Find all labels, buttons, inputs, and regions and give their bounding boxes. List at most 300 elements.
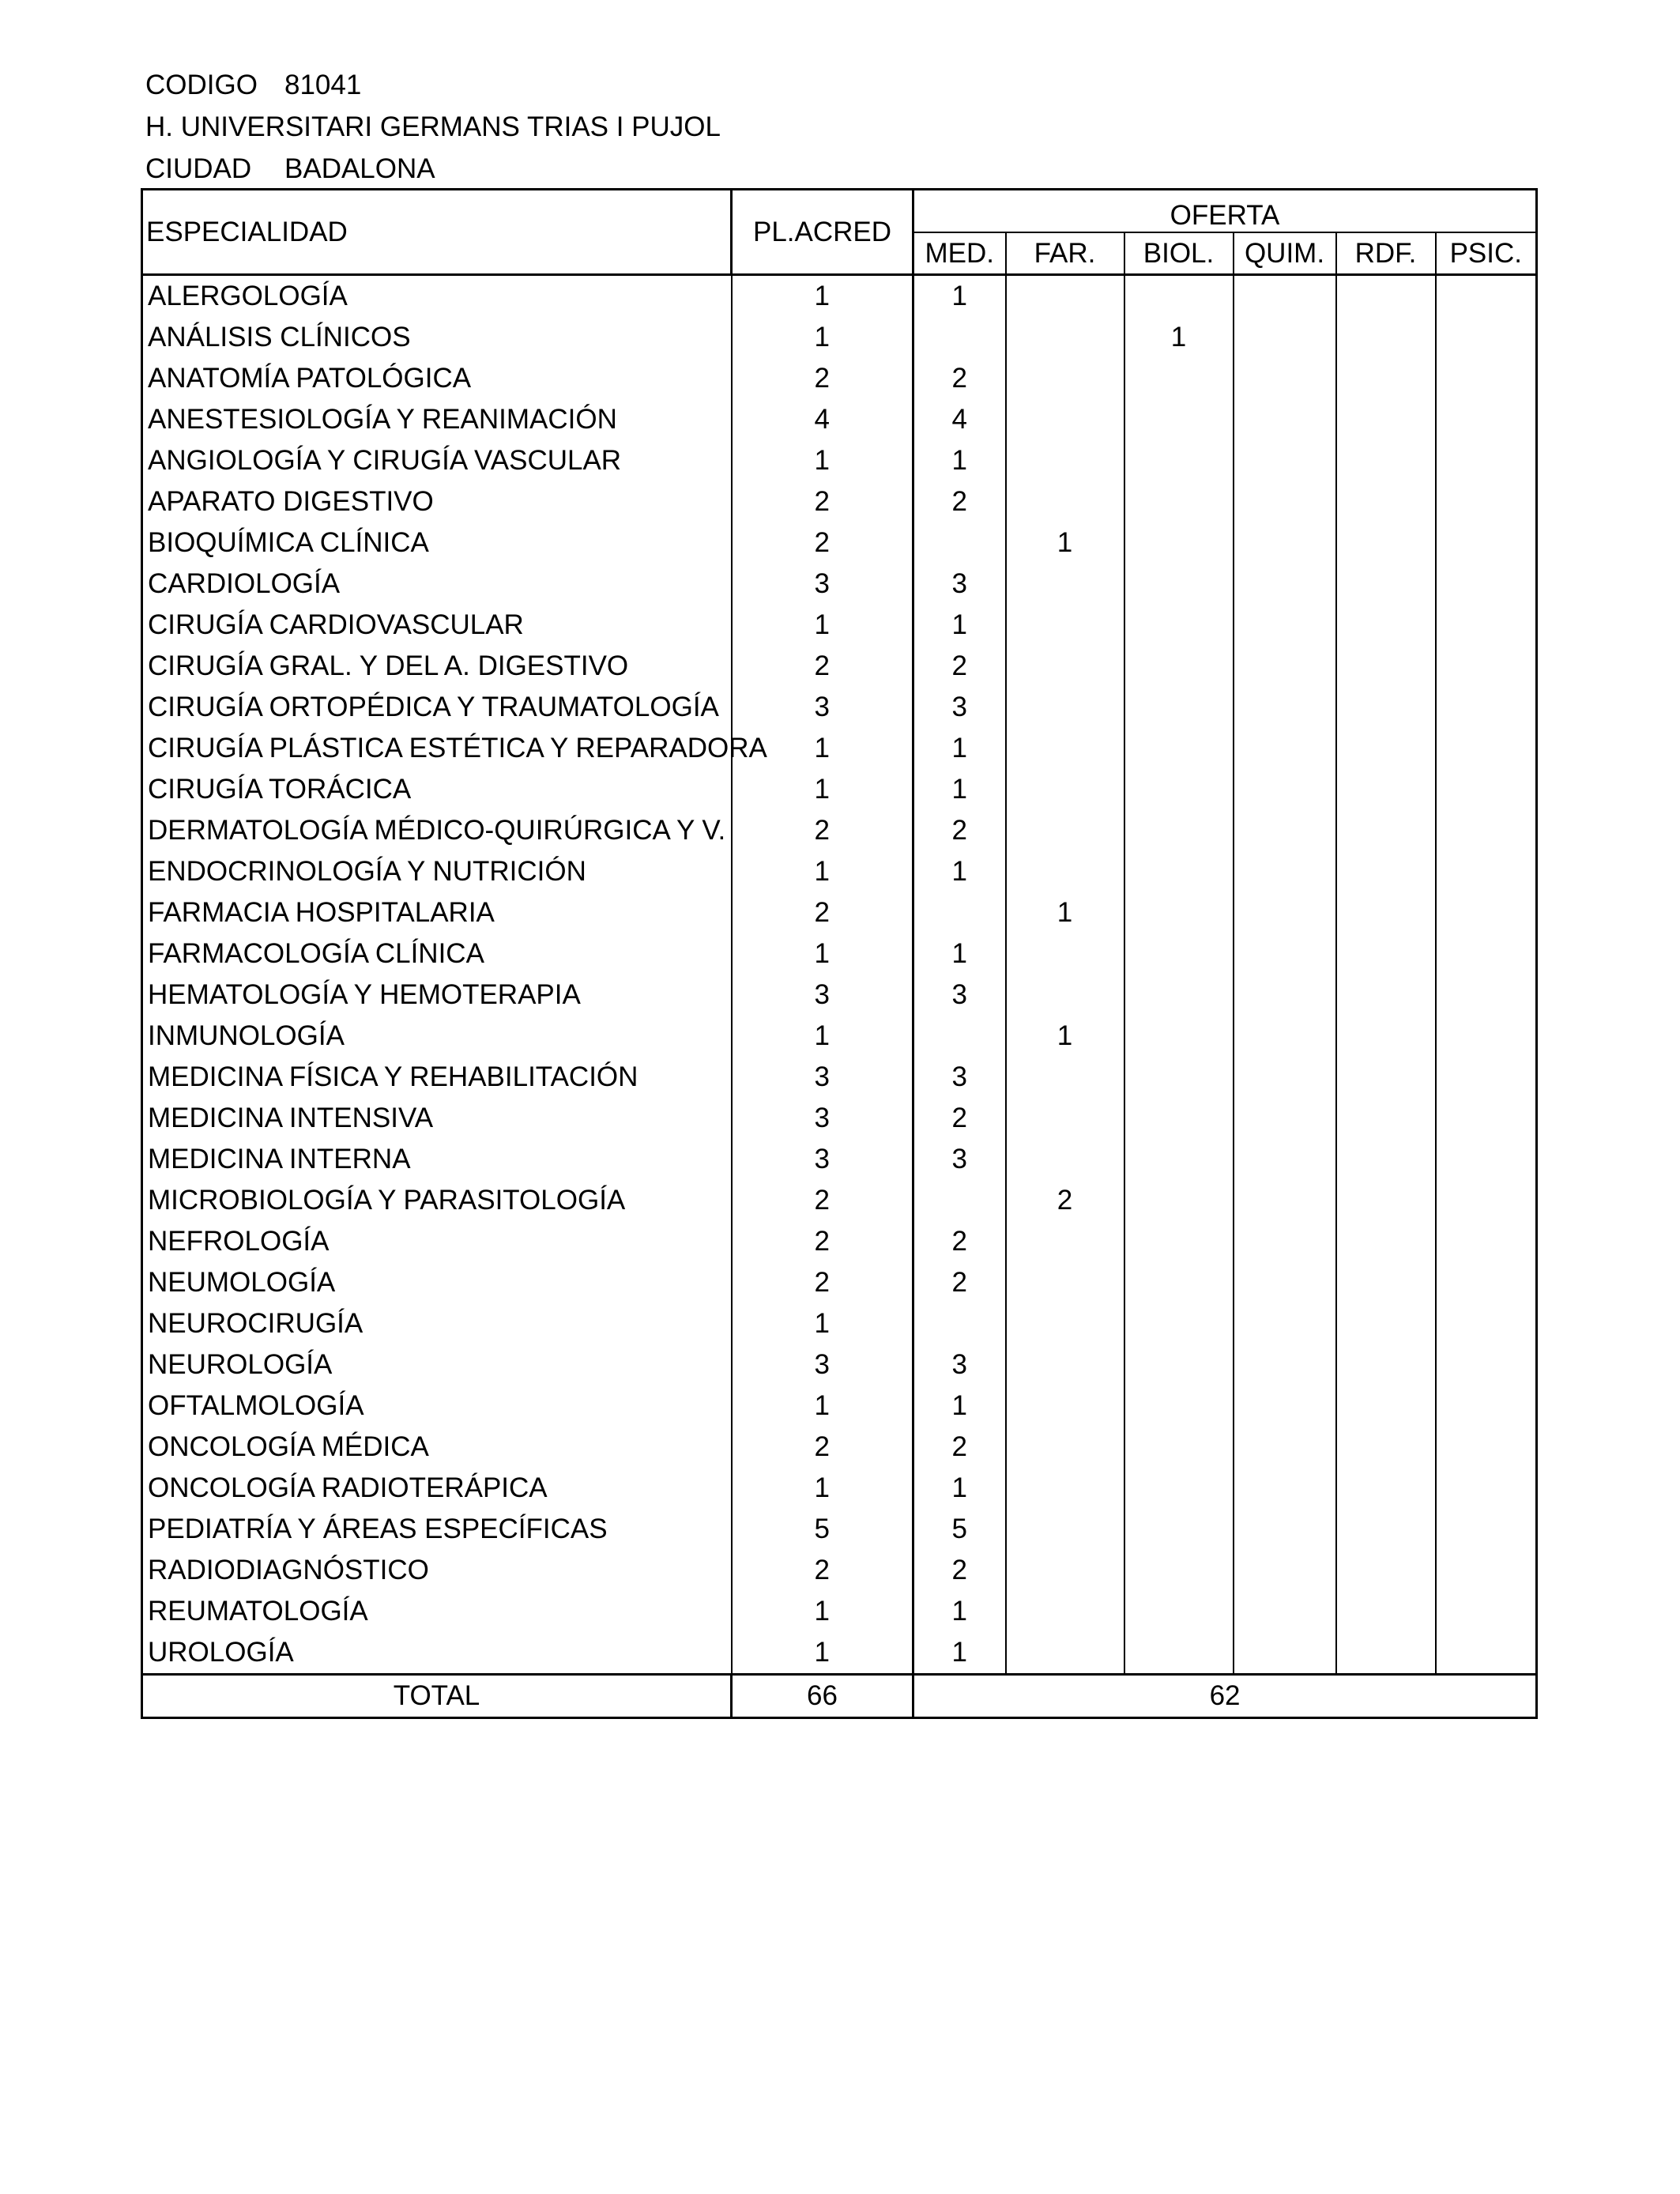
table-row — [142, 1221, 1537, 1262]
especialidad-cell: PEDIATRÍA Y ÁREAS ESPECÍFICAS — [142, 1509, 732, 1550]
placred-cell: 5 — [732, 1509, 913, 1550]
rdf-cell — [1336, 892, 1436, 933]
table-row — [142, 769, 1537, 810]
table-row — [142, 933, 1537, 974]
biol-cell — [1124, 851, 1234, 892]
rdf-cell — [1336, 1550, 1436, 1591]
placred-cell: 2 — [732, 1427, 913, 1468]
especialidad-cell: APARATO DIGESTIVO — [142, 481, 732, 522]
far-cell — [1006, 1057, 1124, 1098]
psic-cell — [1436, 974, 1537, 1016]
med-cell: 2 — [913, 1262, 1006, 1303]
biol-cell — [1124, 1632, 1234, 1675]
med-cell: 2 — [913, 1550, 1006, 1591]
quim-cell — [1234, 1550, 1336, 1591]
table-row — [142, 605, 1537, 646]
placred-cell: 3 — [732, 1344, 913, 1385]
med-cell: 1 — [913, 1468, 1006, 1509]
placred-cell: 2 — [732, 1180, 913, 1221]
quim-cell — [1234, 1098, 1336, 1139]
biol-cell — [1124, 440, 1234, 481]
table-body — [142, 190, 1537, 1718]
far-cell — [1006, 275, 1124, 318]
placred-cell: 3 — [732, 1139, 913, 1180]
biol-cell — [1124, 1098, 1234, 1139]
biol-cell — [1124, 399, 1234, 440]
quim-cell — [1234, 1303, 1336, 1344]
med-cell — [913, 317, 1006, 358]
hospital-name: H. UNIVERSITARI GERMANS TRIAS I PUJOL — [145, 111, 721, 142]
biol-cell — [1124, 728, 1234, 769]
far-cell — [1006, 1591, 1124, 1632]
table-row — [142, 1098, 1537, 1139]
med-cell: 3 — [913, 1344, 1006, 1385]
psic-cell — [1436, 728, 1537, 769]
especialidad-cell: MEDICINA INTERNA — [142, 1139, 732, 1180]
table-row — [142, 974, 1537, 1016]
ciudad-label: CIUDAD — [145, 153, 252, 184]
quim-cell — [1234, 1016, 1336, 1057]
placred-cell: 2 — [732, 892, 913, 933]
table-row — [142, 851, 1537, 892]
placred-cell: 1 — [732, 317, 913, 358]
quim-cell — [1234, 1139, 1336, 1180]
quim-cell — [1234, 358, 1336, 399]
quim-cell — [1234, 851, 1336, 892]
especialidad-cell: ANATOMÍA PATOLÓGICA — [142, 358, 732, 399]
psic-cell — [1436, 564, 1537, 605]
med-cell: 2 — [913, 1221, 1006, 1262]
rdf-cell — [1336, 399, 1436, 440]
biol-cell — [1124, 1509, 1234, 1550]
rdf-cell — [1336, 1016, 1436, 1057]
med-cell — [913, 522, 1006, 564]
far-cell — [1006, 1139, 1124, 1180]
far-cell: 1 — [1006, 522, 1124, 564]
especialidad-cell: RADIODIAGNÓSTICO — [142, 1550, 732, 1591]
biol-cell — [1124, 933, 1234, 974]
placred-cell: 1 — [732, 1385, 913, 1427]
biol-cell — [1124, 1262, 1234, 1303]
quim-cell — [1234, 522, 1336, 564]
psic-cell — [1436, 481, 1537, 522]
biol-cell — [1124, 810, 1234, 851]
rdf-cell — [1336, 522, 1436, 564]
quim-cell — [1234, 1591, 1336, 1632]
especialidad-cell: REUMATOLOGÍA — [142, 1591, 732, 1632]
biol-cell — [1124, 1221, 1234, 1262]
placred-cell: 2 — [732, 810, 913, 851]
rdf-cell — [1336, 564, 1436, 605]
far-cell — [1006, 1221, 1124, 1262]
rdf-cell — [1336, 851, 1436, 892]
codigo-value: 81041 — [284, 70, 362, 100]
table-row — [142, 1262, 1537, 1303]
table-row — [142, 1632, 1537, 1675]
psic-cell — [1436, 851, 1537, 892]
rdf-cell — [1336, 769, 1436, 810]
table-row — [142, 1180, 1537, 1221]
far-cell — [1006, 933, 1124, 974]
rdf-cell — [1336, 275, 1436, 318]
table-row — [142, 358, 1537, 399]
especialidad-cell: CIRUGÍA PLÁSTICA ESTÉTICA Y REPARADORA — [142, 728, 732, 769]
placred-cell: 3 — [732, 1057, 913, 1098]
especialidad-cell: MICROBIOLOGÍA Y PARASITOLOGÍA — [142, 1180, 732, 1221]
med-cell: 1 — [913, 275, 1006, 318]
quim-cell — [1234, 1262, 1336, 1303]
table-row — [142, 687, 1537, 728]
placred-cell: 3 — [732, 687, 913, 728]
quim-cell — [1234, 564, 1336, 605]
rdf-cell — [1336, 1509, 1436, 1550]
biol-cell — [1124, 1468, 1234, 1509]
table-row — [142, 317, 1537, 358]
especialidad-cell: ONCOLOGÍA RADIOTERÁPICA — [142, 1468, 732, 1509]
especialidad-cell: ANESTESIOLOGÍA Y REANIMACIÓN — [142, 399, 732, 440]
psic-cell — [1436, 1632, 1537, 1675]
especialidad-cell: MEDICINA FÍSICA Y REHABILITACIÓN — [142, 1057, 732, 1098]
quim-cell — [1234, 1468, 1336, 1509]
biol-cell — [1124, 1385, 1234, 1427]
med-cell: 3 — [913, 974, 1006, 1016]
placred-cell: 1 — [732, 1303, 913, 1344]
biol-cell — [1124, 564, 1234, 605]
codigo-label: CODIGO — [145, 70, 258, 100]
table-row — [142, 1468, 1537, 1509]
total-row — [142, 1675, 1537, 1718]
biol-cell — [1124, 687, 1234, 728]
psic-cell — [1436, 522, 1537, 564]
rdf-cell — [1336, 1057, 1436, 1098]
psic-cell — [1436, 605, 1537, 646]
rdf-cell — [1336, 1344, 1436, 1385]
quim-cell — [1234, 1509, 1336, 1550]
rdf-cell — [1336, 1262, 1436, 1303]
quim-header: QUIM. — [1234, 232, 1336, 275]
rdf-cell — [1336, 1591, 1436, 1632]
med-cell: 3 — [913, 687, 1006, 728]
especialidad-cell: CIRUGÍA CARDIOVASCULAR — [142, 605, 732, 646]
rdf-cell — [1336, 1427, 1436, 1468]
psic-cell — [1436, 1385, 1537, 1427]
especialidad-header: ESPECIALIDAD — [142, 190, 732, 275]
quim-cell — [1234, 1344, 1336, 1385]
table-row — [142, 522, 1537, 564]
especialidad-cell: BIOQUÍMICA CLÍNICA — [142, 522, 732, 564]
especialidad-cell: ENDOCRINOLOGÍA Y NUTRICIÓN — [142, 851, 732, 892]
psic-cell — [1436, 440, 1537, 481]
placred-cell: 1 — [732, 1468, 913, 1509]
quim-cell — [1234, 1427, 1336, 1468]
far-cell — [1006, 1303, 1124, 1344]
psic-cell — [1436, 1221, 1537, 1262]
psic-cell — [1436, 1509, 1537, 1550]
quim-cell — [1234, 399, 1336, 440]
rdf-cell — [1336, 810, 1436, 851]
psic-cell — [1436, 1591, 1537, 1632]
placred-cell: 1 — [732, 769, 913, 810]
especialidad-cell: CIRUGÍA TORÁCICA — [142, 769, 732, 810]
table-row — [142, 892, 1537, 933]
table-row — [142, 728, 1537, 769]
med-cell: 3 — [913, 1139, 1006, 1180]
psic-cell — [1436, 317, 1537, 358]
med-cell: 2 — [913, 481, 1006, 522]
psic-cell — [1436, 1098, 1537, 1139]
table-row — [142, 564, 1537, 605]
psic-cell — [1436, 810, 1537, 851]
rdf-cell — [1336, 1221, 1436, 1262]
biol-cell — [1124, 1303, 1234, 1344]
far-cell — [1006, 1509, 1124, 1550]
biol-cell — [1124, 1139, 1234, 1180]
med-cell — [913, 892, 1006, 933]
especialidad-cell: DERMATOLOGÍA MÉDICO-QUIRÚRGICA Y V. — [142, 810, 732, 851]
table-row — [142, 1303, 1537, 1344]
placred-header: PL.ACRED — [732, 190, 913, 275]
med-cell: 5 — [913, 1509, 1006, 1550]
far-cell — [1006, 1385, 1124, 1427]
med-cell: 1 — [913, 440, 1006, 481]
far-cell — [1006, 1468, 1124, 1509]
quim-cell — [1234, 1385, 1336, 1427]
med-cell: 4 — [913, 399, 1006, 440]
especialidad-cell: HEMATOLOGÍA Y HEMOTERAPIA — [142, 974, 732, 1016]
far-cell — [1006, 1632, 1124, 1675]
table-row — [142, 481, 1537, 522]
psic-cell — [1436, 1262, 1537, 1303]
psic-cell — [1436, 358, 1537, 399]
quim-cell — [1234, 810, 1336, 851]
biol-cell — [1124, 1550, 1234, 1591]
ciudad-value: BADALONA — [284, 153, 435, 184]
especialidad-cell: FARMACIA HOSPITALARIA — [142, 892, 732, 933]
rdf-cell — [1336, 1303, 1436, 1344]
far-cell — [1006, 399, 1124, 440]
total-oferta: 62 — [913, 1675, 1537, 1718]
biol-header: BIOL. — [1124, 232, 1234, 275]
quim-cell — [1234, 933, 1336, 974]
rdf-cell — [1336, 687, 1436, 728]
quim-cell — [1234, 481, 1336, 522]
med-cell: 2 — [913, 1098, 1006, 1139]
placred-cell: 3 — [732, 1098, 913, 1139]
rdf-cell — [1336, 1180, 1436, 1221]
psic-cell — [1436, 769, 1537, 810]
placred-cell: 1 — [732, 728, 913, 769]
rdf-cell — [1336, 1468, 1436, 1509]
far-cell: 1 — [1006, 892, 1124, 933]
med-cell: 2 — [913, 1427, 1006, 1468]
placred-cell: 1 — [732, 1591, 913, 1632]
biol-cell — [1124, 522, 1234, 564]
table-row — [142, 1509, 1537, 1550]
med-cell: 3 — [913, 1057, 1006, 1098]
far-cell — [1006, 605, 1124, 646]
placred-cell: 1 — [732, 275, 913, 318]
med-cell: 2 — [913, 358, 1006, 399]
especialidad-cell: FARMACOLOGÍA CLÍNICA — [142, 933, 732, 974]
especialidad-cell: ANÁLISIS CLÍNICOS — [142, 317, 732, 358]
especialidades-table — [141, 188, 1538, 1719]
biol-cell — [1124, 1180, 1234, 1221]
table-row — [142, 1591, 1537, 1632]
especialidad-cell: ANGIOLOGÍA Y CIRUGÍA VASCULAR — [142, 440, 732, 481]
quim-cell — [1234, 687, 1336, 728]
table-row — [142, 1385, 1537, 1427]
table-row — [142, 810, 1537, 851]
quim-cell — [1234, 1180, 1336, 1221]
rdf-cell — [1336, 481, 1436, 522]
biol-cell — [1124, 1427, 1234, 1468]
far-cell — [1006, 1344, 1124, 1385]
med-header: MED. — [913, 232, 1006, 275]
quim-cell — [1234, 646, 1336, 687]
table-row — [142, 646, 1537, 687]
especialidad-cell: NEUROCIRUGÍA — [142, 1303, 732, 1344]
placred-cell: 2 — [732, 1221, 913, 1262]
psic-cell — [1436, 892, 1537, 933]
quim-cell — [1234, 440, 1336, 481]
far-header: FAR. — [1006, 232, 1124, 275]
placred-cell: 1 — [732, 440, 913, 481]
biol-cell — [1124, 358, 1234, 399]
psic-cell — [1436, 1468, 1537, 1509]
rdf-cell — [1336, 1098, 1436, 1139]
med-cell: 2 — [913, 810, 1006, 851]
placred-cell: 2 — [732, 646, 913, 687]
rdf-cell — [1336, 1632, 1436, 1675]
far-cell — [1006, 564, 1124, 605]
placred-cell: 3 — [732, 974, 913, 1016]
far-cell — [1006, 646, 1124, 687]
placred-cell: 1 — [732, 1016, 913, 1057]
biol-cell — [1124, 1344, 1234, 1385]
med-cell: 1 — [913, 1632, 1006, 1675]
table-row — [142, 1139, 1537, 1180]
especialidad-cell: OFTALMOLOGÍA — [142, 1385, 732, 1427]
biol-cell — [1124, 892, 1234, 933]
far-cell — [1006, 687, 1124, 728]
far-cell — [1006, 974, 1124, 1016]
table-row — [142, 1016, 1537, 1057]
biol-cell — [1124, 605, 1234, 646]
placred-cell: 2 — [732, 1550, 913, 1591]
psic-cell — [1436, 1344, 1537, 1385]
med-cell: 1 — [913, 851, 1006, 892]
especialidad-cell: NEFROLOGÍA — [142, 1221, 732, 1262]
quim-cell — [1234, 317, 1336, 358]
med-cell — [913, 1303, 1006, 1344]
med-cell — [913, 1016, 1006, 1057]
med-cell: 3 — [913, 564, 1006, 605]
quim-cell — [1234, 728, 1336, 769]
table-row — [142, 399, 1537, 440]
placred-cell: 1 — [732, 1632, 913, 1675]
placred-cell: 1 — [732, 851, 913, 892]
rdf-cell — [1336, 974, 1436, 1016]
psic-cell — [1436, 1427, 1537, 1468]
rdf-cell — [1336, 1385, 1436, 1427]
placred-cell: 2 — [732, 522, 913, 564]
rdf-cell — [1336, 440, 1436, 481]
quim-cell — [1234, 605, 1336, 646]
placred-cell: 3 — [732, 564, 913, 605]
psic-cell — [1436, 1016, 1537, 1057]
especialidad-cell: NEUROLOGÍA — [142, 1344, 732, 1385]
far-cell — [1006, 358, 1124, 399]
rdf-cell — [1336, 317, 1436, 358]
med-cell: 1 — [913, 605, 1006, 646]
far-cell — [1006, 440, 1124, 481]
table-row — [142, 1427, 1537, 1468]
far-cell — [1006, 728, 1124, 769]
table-header-row — [142, 190, 1537, 233]
far-cell: 1 — [1006, 1016, 1124, 1057]
placred-cell: 2 — [732, 1262, 913, 1303]
far-cell — [1006, 769, 1124, 810]
med-cell — [913, 1180, 1006, 1221]
far-cell — [1006, 1427, 1124, 1468]
biol-cell — [1124, 974, 1234, 1016]
far-cell — [1006, 851, 1124, 892]
table-row — [142, 275, 1537, 318]
especialidad-cell: ONCOLOGÍA MÉDICA — [142, 1427, 732, 1468]
far-cell: 2 — [1006, 1180, 1124, 1221]
quim-cell — [1234, 769, 1336, 810]
med-cell: 1 — [913, 1385, 1006, 1427]
psic-cell — [1436, 1180, 1537, 1221]
med-cell: 1 — [913, 1591, 1006, 1632]
especialidad-cell: ALERGOLOGÍA — [142, 275, 732, 318]
med-cell: 1 — [913, 728, 1006, 769]
med-cell: 2 — [913, 646, 1006, 687]
table-row — [142, 1550, 1537, 1591]
far-cell — [1006, 481, 1124, 522]
biol-cell — [1124, 481, 1234, 522]
quim-cell — [1234, 275, 1336, 318]
far-cell — [1006, 1262, 1124, 1303]
psic-cell — [1436, 1139, 1537, 1180]
psic-cell — [1436, 1550, 1537, 1591]
table-row — [142, 1344, 1537, 1385]
far-cell — [1006, 1098, 1124, 1139]
rdf-cell — [1336, 646, 1436, 687]
table-row — [142, 440, 1537, 481]
med-cell: 1 — [913, 769, 1006, 810]
total-placred: 66 — [732, 1675, 913, 1718]
rdf-cell — [1336, 933, 1436, 974]
especialidad-cell: CIRUGÍA GRAL. Y DEL A. DIGESTIVO — [142, 646, 732, 687]
biol-cell — [1124, 646, 1234, 687]
especialidad-cell: INMUNOLOGÍA — [142, 1016, 732, 1057]
especialidad-cell: CARDIOLOGÍA — [142, 564, 732, 605]
psic-cell — [1436, 1303, 1537, 1344]
placred-cell: 2 — [732, 358, 913, 399]
quim-cell — [1234, 1057, 1336, 1098]
placred-cell: 2 — [732, 481, 913, 522]
psic-cell — [1436, 933, 1537, 974]
especialidad-cell: MEDICINA INTENSIVA — [142, 1098, 732, 1139]
psic-cell — [1436, 399, 1537, 440]
especialidad-cell: NEUMOLOGÍA — [142, 1262, 732, 1303]
rdf-cell — [1336, 1139, 1436, 1180]
biol-cell — [1124, 1016, 1234, 1057]
rdf-cell — [1336, 358, 1436, 399]
placred-cell: 1 — [732, 605, 913, 646]
rdf-cell — [1336, 605, 1436, 646]
